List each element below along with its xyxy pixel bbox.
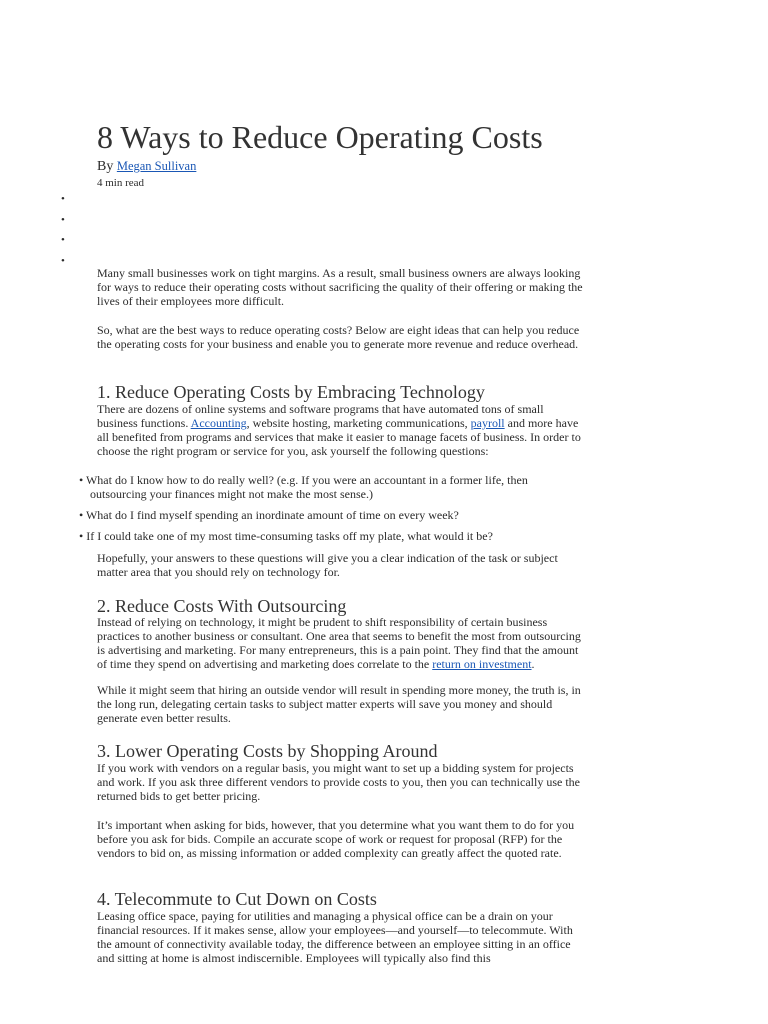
author-link[interactable]: Megan Sullivan <box>116 159 197 173</box>
question-item: • What do I know how to do really well? (e.g. If you were an accountant in a former life, then outsourcing your finances might not make the most sense.) <box>72 473 562 501</box>
section-1-paragraph <box>97 402 583 458</box>
roi-link[interactable]: return on investment <box>432 657 532 671</box>
section-2-heading: 2. Reduce Costs With Outsourcing <box>97 596 347 616</box>
share-list <box>61 188 65 270</box>
article-header <box>97 118 581 190</box>
byline-prefix: By <box>97 159 117 174</box>
share-item[interactable] <box>61 209 65 230</box>
section-1-text-a: There are dozens of online systems and software programs that have automated tons of small business functions. <box>97 402 544 430</box>
section-4-paragraph-1 <box>97 909 583 965</box>
section-2-text-a: Instead of relying on technology, it might be prudent to shift responsibility of certain business practices to another business or consultant. One area that seems to benefit the most from outsourcing is advertising and marketing. For many entrepreneurs, this is a pain point. They find that the amount of time they spend on advertising and marketing does correlate to the <box>97 615 581 671</box>
page-title: 8 Ways to Reduce Operating Costs <box>97 119 543 155</box>
section-3-paragraph-2 <box>97 818 583 860</box>
section-3-text-2: It’s important when asking for bids, however, that you determine what you want them to do for you before you ask for bids. Compile an accurate scope of work or request for proposal (RFP) for the vendors to bid on, as missing information or added complexity can greatly affect the quoted rate. <box>97 818 575 860</box>
intro-paragraph-1 <box>97 266 583 308</box>
payroll-link[interactable]: payroll <box>470 416 505 430</box>
section-3-heading: 3. Lower Operating Costs by Shopping Around <box>97 741 438 761</box>
intro-text-1: Many small businesses work on tight margins. As a result, small business owners are always looking for ways to reduce their operating costs without sacrificing the quality of their offering or making the lives of their employees more difficult. <box>97 266 583 308</box>
section-1-text-c: and more have all benefited from programs and services that make it easier to manage facets of business. In order to choose the right program or service for you, ask yourself the following questions: <box>97 416 581 458</box>
question-item: • If I could take one of my most time-consuming tasks off my plate, what would it be? <box>72 529 562 543</box>
section-1-closing-text: Hopefully, your answers to these questions will give you a clear indication of the task or subject matter area that you should rely on technology for. <box>97 551 558 579</box>
section-2-text-b: . <box>531 657 535 671</box>
intro-text-2: So, what are the best ways to reduce operating costs? Below are eight ideas that can help you reduce the operating costs for your business and enable you to generate more revenue and reduce overhead. <box>97 323 580 351</box>
question-item: • What do I find myself spending an inordinate amount of time on every week? <box>72 508 562 522</box>
read-time: 4 min read <box>97 177 145 189</box>
section-3-text-1: If you work with vendors on a regular basis, you might want to set up a bidding system for projects and work. If you ask three different vendors to provide costs to you, then you can technically use the returned bids to get better pricing. <box>97 761 580 803</box>
accounting-link[interactable]: Accounting <box>190 416 247 430</box>
share-item[interactable] <box>61 250 65 271</box>
section-4-heading: 4. Telecommute to Cut Down on Costs <box>97 889 377 909</box>
section-1-heading: 1. Reduce Operating Costs by Embracing Technology <box>97 382 485 402</box>
section-2-paragraph-2 <box>97 683 583 725</box>
question-list <box>72 473 562 550</box>
section-1-text-b: , website hosting, marketing communications, <box>246 416 471 430</box>
section-2-paragraph-1 <box>97 615 583 671</box>
section-1-closing <box>97 551 583 579</box>
section-4-text-1: Leasing office space, paying for utilities and managing a physical office can be a drain on your financial resources. If it makes sense, allow your employees—and yourself—to telecommute. With the amount of connectivity available today, the difference between an employee sitting in an office and sitting at home is almost indiscernible. Employees will typically also find this <box>97 909 573 965</box>
section-3-paragraph-1 <box>97 761 583 803</box>
share-item[interactable] <box>61 188 65 209</box>
intro-paragraph-2 <box>97 323 583 351</box>
share-item[interactable] <box>61 229 65 250</box>
section-2-text-2: While it might seem that hiring an outside vendor will result in spending more money, the truth is, in the long run, delegating certain tasks to subject matter experts will save you money and should generate even better results. <box>97 683 581 725</box>
byline <box>97 158 581 175</box>
